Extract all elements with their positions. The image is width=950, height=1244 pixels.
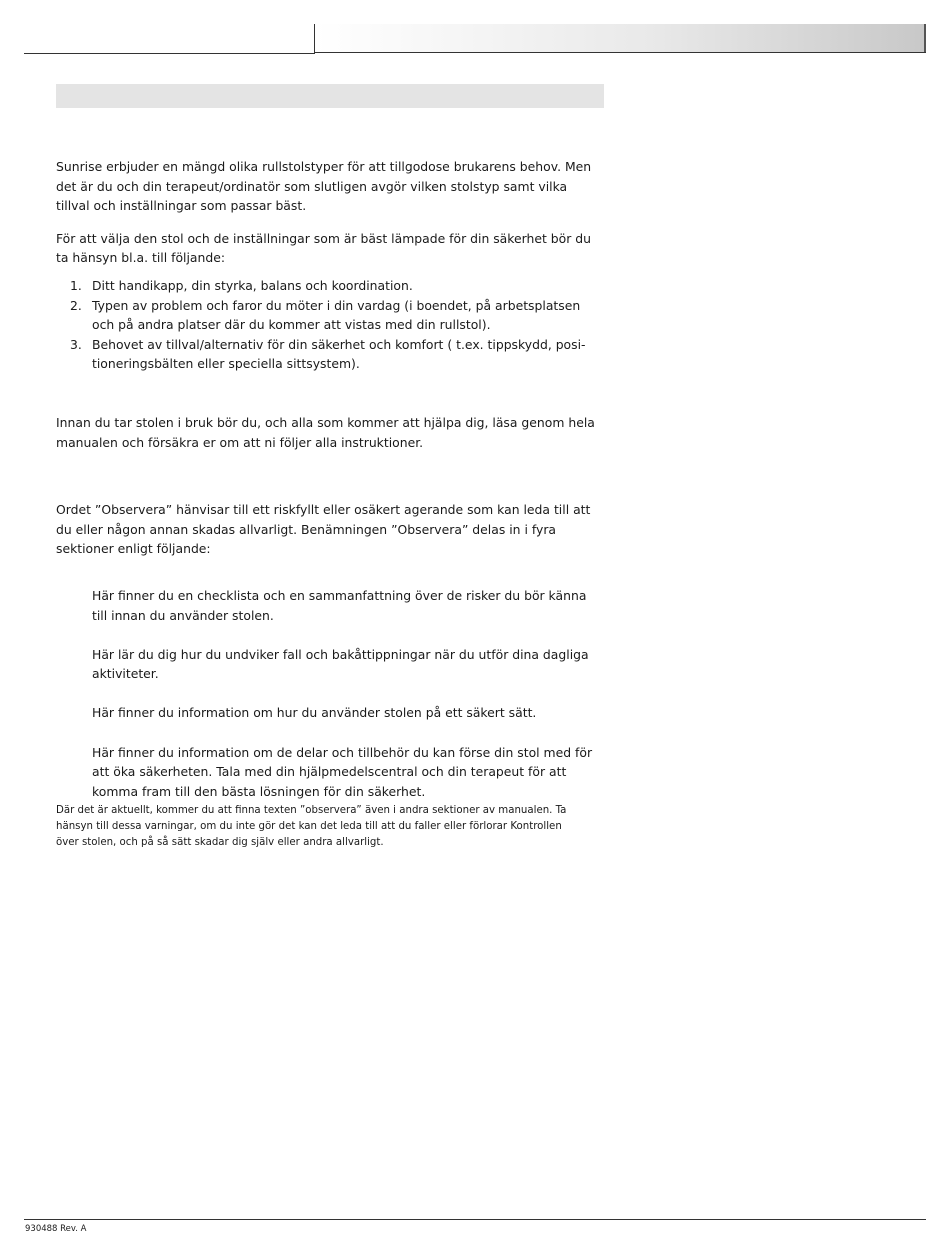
list-item-number: 2. [70, 297, 82, 313]
header-gradient-bar [315, 24, 926, 53]
section-heading-bar [56, 84, 604, 108]
read-manual-paragraph: Innan du tar stolen i bruk bör du, och alla som kommer att hjälpa dig, läsa genom hela manualen och försäkra er om att ni följer alla instruktioner. [56, 414, 595, 450]
list-item-text: Ditt handikapp, din styrka, balans och koordination. [92, 277, 413, 293]
list-item [56, 296, 604, 335]
consideration-list [56, 276, 604, 374]
header-rule-left [24, 24, 315, 54]
footer-doc-number: 930488 Rev. A [25, 1224, 87, 1234]
warning-note: Där det är aktuellt, kommer du att finna texten ”observera” även i andra sektioner av manualen. Ta hänsyn till dessa varningar, om du inte gör det kan det leda till att du faller eller förlorar Kontrollen över stolen, och på så sätt skadar dig själv eller andra allvarligt. [56, 805, 567, 849]
list-item-text: Typen av problem och faror du möter i din vardag (i boendet, på arbetsplatsen och på andra platser där du kommer att vistas med din rullstol). [92, 297, 581, 333]
section-description: Här finner du information om de delar och tillbehör du kan förse din stol med för att öka säkerheten. Tala med din hjälpmedelscentral och din terapeut för att komma fram till den bästa lösningen för din säkerhet. [92, 744, 593, 799]
list-item-number: 3. [70, 336, 82, 352]
list-item [56, 335, 604, 374]
list-item-number: 1. [70, 277, 82, 293]
section-description: Här finner du information om hur du använder stolen på ett säkert sätt. [92, 705, 537, 721]
section-description: Här finner du en checklista och en sammanfattning över de risker du bör känna till innan du använder stolen. [92, 587, 587, 623]
observera-paragraph: Ordet ”Observera” hänvisar till ett riskfyllt eller osäkert agerande som kan leda till att du eller någon annan skadas allvarligt. Benämningen ”Observera” delas in i fyra sektioner enligt följande: [56, 502, 591, 557]
list-item [56, 276, 604, 296]
main-content [56, 157, 604, 851]
footer-rule [24, 1219, 926, 1220]
intro-paragraph: Sunrise erbjuder en mängd olika rullstolstyper för att tillgodose brukarens behov. Men det är du och din terapeut/ordinatör som slutligen avgör vilken stolstyp samt vilka tillval och inställningar som passar bäst. [56, 159, 592, 214]
consideration-paragraph: För att välja den stol och de inställningar som är bäst lämpade för din säkerhet bör du ta hänsyn bl.a. till följande: [56, 230, 591, 266]
section-description: Här lär du dig hur du undviker fall och bakåttippningar när du utför dina dagliga aktiviteter. [92, 646, 589, 682]
observera-sections [92, 586, 604, 802]
list-item-text: Behovet av tillval/alternativ för din säkerhet och komfort ( t.ex. tippskydd, posi-tioneringsbälten eller speciella sittsystem). [92, 336, 586, 372]
